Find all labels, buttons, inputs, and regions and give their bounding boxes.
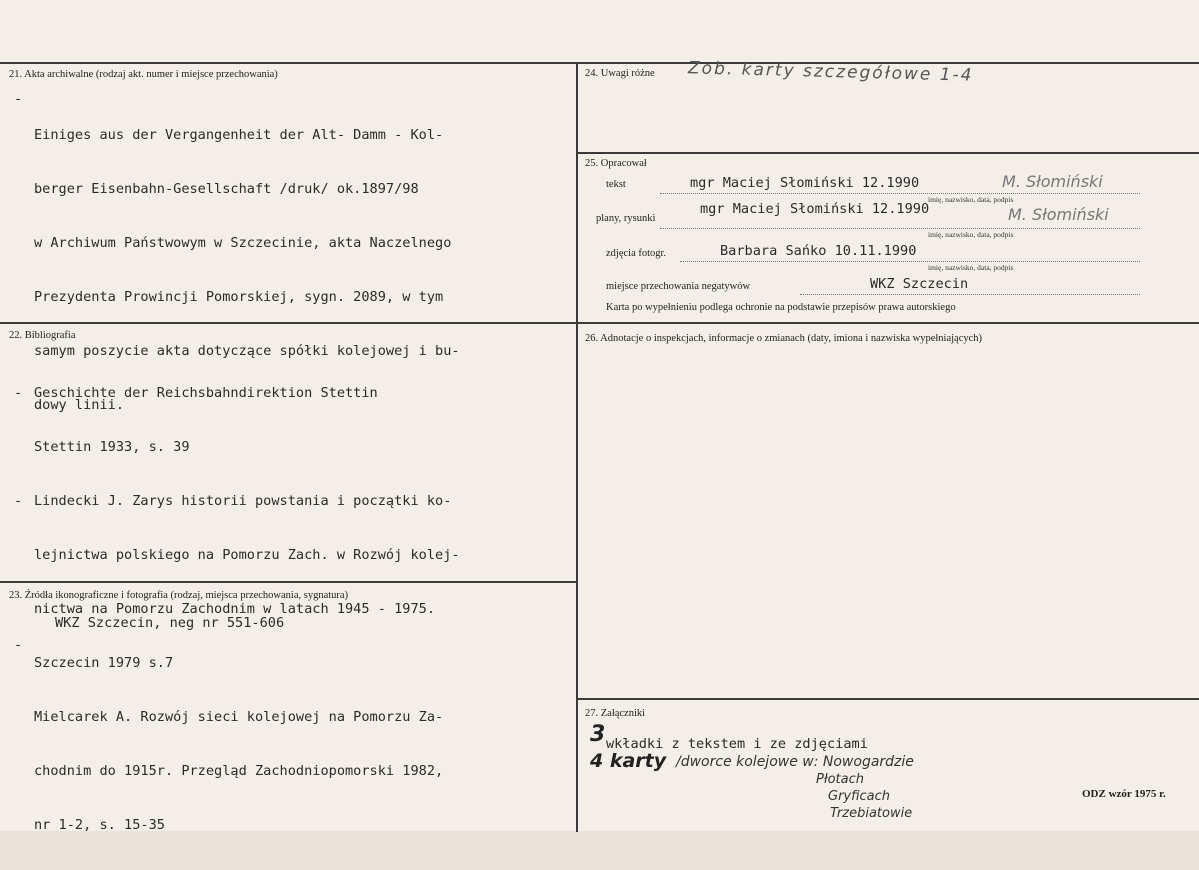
att-1-number: 3 — [590, 722, 606, 747]
section-27-label: 27. Załączniki — [585, 708, 646, 719]
section-22-label: 22. Bibliografia — [9, 330, 76, 341]
form-footer: ODZ wzór 1975 r. — [1082, 788, 1166, 800]
section-25-label: 25. Opracował — [585, 158, 647, 169]
att-2-number: 4 karty — [590, 750, 667, 772]
zdjecia-label: zdjęcia fotogr. — [606, 248, 667, 259]
top-rule — [0, 62, 1199, 64]
section-26-label: 26. Adnotacje o inspekcjach, informacje o zmianach (daty, imiona i nazwiska wypełniających) — [585, 333, 983, 344]
att-1-text: wkładki z tekstem i ze zdjęciami — [606, 736, 868, 752]
s22-dash-2: - — [14, 493, 23, 509]
miejsce-label: miejsce przechowania negatywów — [606, 281, 751, 292]
plany-value: mgr Maciej Słomiński 12.1990 — [700, 201, 930, 217]
right-rule-26-27 — [576, 698, 1199, 700]
tekst-underline — [660, 193, 1140, 195]
tekst-caption: imię, nazwisko, data, podpis — [928, 195, 1014, 204]
zdjecia-underline — [680, 261, 1140, 263]
miejsce-value: WKZ Szczecin — [870, 276, 969, 292]
plany-signature: M. Słomiński — [1008, 205, 1109, 224]
plany-label: plany, rysunki — [596, 213, 656, 224]
zdjecia-value: Barbara Sańko 10.11.1990 — [720, 243, 917, 259]
s21-line-3: w Archiwum Państwowym w Szczecinie, akta Naczelnego — [34, 235, 452, 251]
s21-line-4: Prezydenta Prowincji Pomorskiej, sygn. 2089, w tym — [34, 289, 444, 305]
section-24-handwritten: Zob. karty szczegółowe 1-4 — [687, 58, 974, 86]
section-24-label: 24. Uwagi różne — [585, 68, 655, 79]
s22-line-8: chodnim do 1915r. Przegląd Zachodniopomorski 1982, — [34, 763, 444, 779]
center-divider — [576, 62, 578, 832]
section-22-text — [34, 348, 460, 870]
att-2-place-2: Gryficach — [828, 789, 891, 804]
miejsce-underline — [800, 294, 1140, 296]
att-2-text: /dworce kolejowe w: Nowogardzie — [676, 754, 914, 770]
copyright-note: Karta po wypełnieniu podlega ochronie na podstawie przepisów prawa autorskiego — [606, 302, 956, 313]
s22-line-2: Stettin 1933, s. 39 — [34, 439, 190, 455]
s21-line-2: berger Eisenbahn-Gesellschaft /druk/ ok.1897/98 — [34, 181, 419, 197]
s22-dash-1: - — [14, 385, 23, 401]
section-23-label: 23. Źródła ikonograficzne i fotografia (rodzaj, miejsca przechowania, sygnatura) — [9, 590, 349, 601]
s21-line-5: samym poszycie akta dotyczące spółki kolejowej i bu- — [34, 343, 460, 359]
s21-line-1: Einiges aus der Vergangenheit der Alt- Damm - Kol- — [34, 127, 444, 143]
plany-underline — [660, 228, 1140, 230]
plany-caption: imię, nazwisko, data, podpis — [928, 230, 1014, 239]
s22-line-1: Geschichte der Reichsbahndirektion Stettin — [34, 385, 378, 401]
right-rule-24-25 — [576, 152, 1199, 154]
zdjecia-caption: imię, nazwisko, data, podpis — [928, 263, 1014, 272]
att-2-place-3: Trzebiatowie — [830, 806, 913, 821]
s22-line-5: nictwa na Pomorzu Zachodnim w latach 1945 - 1975. — [34, 601, 436, 617]
s21-line-6: dowy linii. — [34, 397, 125, 413]
s22-line-9: nr 1-2, s. 15-35 — [34, 817, 165, 833]
tekst-value: mgr Maciej Słomiński 12.1990 — [690, 175, 920, 191]
right-rule-25-26 — [576, 322, 1199, 324]
s22-line-7: Mielcarek A. Rozwój sieci kolejowej na Pomorzu Za- — [34, 709, 444, 725]
tekst-signature: M. Słomiński — [1002, 172, 1103, 191]
s22-line-6: Szczecin 1979 s.7 — [34, 655, 174, 671]
s22-dash-3: - — [14, 637, 23, 653]
att-2-place-1: Płotach — [816, 772, 864, 787]
s21-dash: - — [14, 91, 23, 107]
s22-line-3: Lindecki J. Zarys historii powstania i początki ko- — [34, 493, 452, 509]
section-21-label: 21. Akta archiwalne (rodzaj akt. numer i miejsce przechowania) — [9, 69, 278, 80]
tekst-label: tekst — [606, 179, 626, 190]
section-23-text: WKZ Szczecin, neg nr 551-606 — [55, 615, 285, 631]
s22-line-4: lejnictwa polskiego na Pomorzu Zach. w Rozwój kolej- — [34, 547, 460, 563]
